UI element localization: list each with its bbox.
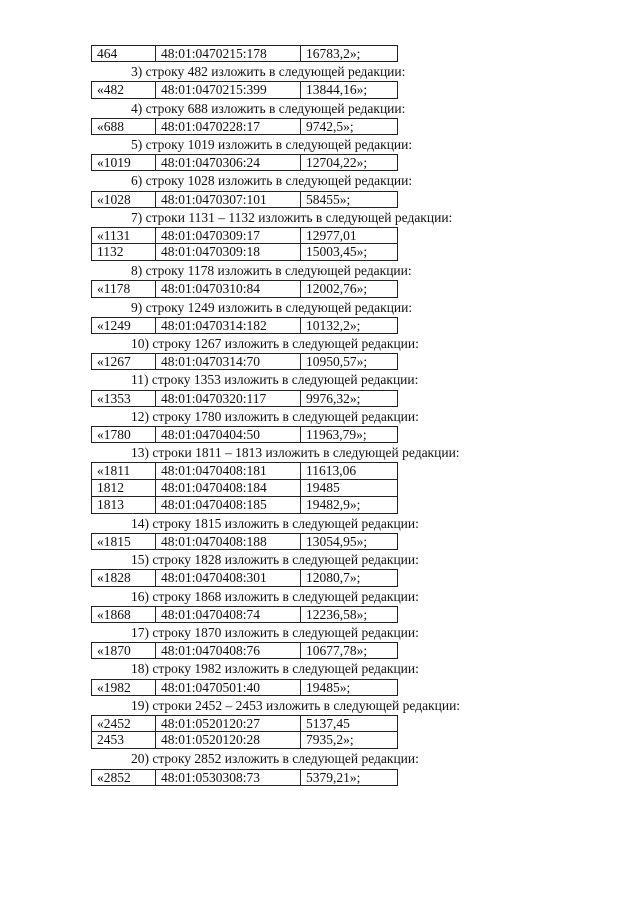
amendment-instruction: 15) строку 1828 изложить в следующей редакции: <box>131 552 419 568</box>
row-number-cell: «1811 <box>92 463 156 478</box>
row-number-cell: «1353 <box>92 391 156 406</box>
row-number-cell: «1982 <box>92 680 156 695</box>
row-number-cell: «1868 <box>92 607 156 622</box>
table-row <box>91 191 398 208</box>
amendment-instruction: 13) строки 1811 – 1813 изложить в следующей редакции: <box>131 445 460 461</box>
cadastral-number-cell: 48:01:0520120:27 <box>156 716 301 731</box>
table-row <box>91 353 398 370</box>
value-cell: 11613,06 <box>306 463 357 479</box>
row-number-cell: «1267 <box>92 354 156 369</box>
amendment-instruction: 11) строку 1353 изложить в следующей редакции: <box>131 372 419 388</box>
amendment-instruction: 20) строку 2852 изложить в следующей редакции: <box>131 751 419 767</box>
cadastral-number-cell: 48:01:0470314:182 <box>156 318 301 333</box>
value-cell: 13054,95»; <box>306 534 368 550</box>
row-number-cell: 1812 <box>92 480 156 496</box>
table-row <box>91 280 398 297</box>
row-number-cell: 1813 <box>92 497 156 513</box>
value-cell: 12002,76»; <box>306 281 368 297</box>
amendment-instruction: 4) строку 688 изложить в следующей редакции: <box>131 100 406 116</box>
cadastral-number-cell: 48:01:0470404:50 <box>156 427 301 442</box>
row-number-cell: 1132 <box>92 244 156 260</box>
table-row <box>91 715 398 732</box>
amendment-instruction: 9) строку 1249 изложить в следующей редакции: <box>131 299 413 315</box>
row-number-cell: «688 <box>92 119 156 134</box>
row-number-cell: «1178 <box>92 281 156 296</box>
row-number-cell: «1131 <box>92 228 156 243</box>
cadastral-number-cell: 48:01:0470408:185 <box>156 497 301 513</box>
amendment-instruction: 18) строку 1982 изложить в следующей редакции: <box>131 661 419 677</box>
row-number-cell: «1019 <box>92 155 156 170</box>
table-row <box>91 606 398 623</box>
value-cell: 10950,57»; <box>306 354 368 370</box>
amendment-instruction: 8) строку 1178 изложить в следующей редакции: <box>131 263 412 279</box>
table-row <box>91 118 398 135</box>
amendment-instruction: 3) строку 482 изложить в следующей редакции: <box>131 64 406 80</box>
cadastral-number-cell: 48:01:0470408:76 <box>156 643 301 658</box>
cadastral-number-cell: 48:01:0470306:24 <box>156 155 301 170</box>
row-number-cell: «482 <box>92 82 156 97</box>
value-cell: 5137,45 <box>306 715 350 731</box>
table-row <box>91 317 398 334</box>
table-row <box>91 426 398 443</box>
row-number-cell: «2852 <box>92 770 156 785</box>
cadastral-number-cell: 48:01:0520120:28 <box>156 732 301 748</box>
row-number-cell: 464 <box>92 46 156 61</box>
amendment-instruction: 19) строки 2452 – 2453 изложить в следующей редакции: <box>131 697 461 713</box>
cadastral-number-cell: 48:01:0470408:184 <box>156 480 301 496</box>
value-cell: 5379,21»; <box>306 769 361 785</box>
amendment-instruction: 17) строку 1870 изложить в следующей редакции: <box>131 625 419 640</box>
value-cell: 13844,16»; <box>306 82 368 98</box>
cadastral-number-cell: 48:01:0530308:73 <box>156 770 301 785</box>
cadastral-number-cell: 48:01:0470228:17 <box>156 119 301 134</box>
value-cell: 10677,78»; <box>306 643 368 659</box>
amendment-instruction: 6) строку 1028 изложить в следующей редакции: <box>131 173 413 189</box>
row-number-cell: «1780 <box>92 427 156 442</box>
table-row <box>91 732 398 749</box>
row-number-cell: «1870 <box>92 643 156 658</box>
table-row <box>91 769 398 786</box>
cadastral-number-cell: 48:01:0470314:70 <box>156 354 301 369</box>
cadastral-number-cell: 48:01:0470408:301 <box>156 570 301 585</box>
cadastral-number-cell: 48:01:0470309:17 <box>156 228 301 243</box>
table-row <box>91 81 398 98</box>
row-number-cell: «1828 <box>92 570 156 585</box>
value-cell: 11963,79»; <box>306 426 367 442</box>
amendment-instruction: 5) строку 1019 изложить в следующей редакции: <box>131 136 413 152</box>
cadastral-number-cell: 48:01:0470408:188 <box>156 534 301 549</box>
value-cell: 10132,2»; <box>306 317 361 333</box>
cadastral-number-cell: 48:01:0470215:178 <box>156 46 301 61</box>
row-number-cell: «1815 <box>92 534 156 549</box>
table-row <box>91 569 398 586</box>
cadastral-number-cell: 48:01:0470408:181 <box>156 463 301 478</box>
cadastral-number-cell: 48:01:0470307:101 <box>156 192 301 207</box>
row-number-cell: 2453 <box>92 732 156 748</box>
value-cell: 9976,32»; <box>306 390 361 406</box>
value-cell: 12977,01 <box>306 227 357 243</box>
row-number-cell: «2452 <box>92 716 156 731</box>
value-cell: 12704,22»; <box>306 155 368 171</box>
value-cell: 58455»; <box>306 191 351 207</box>
value-cell: 15003,45»; <box>306 244 368 260</box>
amendment-instruction: 14) строку 1815 изложить в следующей редакции: <box>131 515 419 531</box>
amendment-instruction: 16) строку 1868 изложить в следующей редакции: <box>131 588 419 604</box>
amendment-instruction: 7) строки 1131 – 1132 изложить в следующей редакции: <box>131 209 453 225</box>
value-cell: 7935,2»; <box>306 732 354 748</box>
row-number-cell: «1028 <box>92 192 156 207</box>
table-row <box>91 497 398 514</box>
table-row <box>91 533 398 550</box>
amendment-instruction: 10) строку 1267 изложить в следующей редакции: <box>131 336 419 351</box>
value-cell: 12236,58»; <box>306 606 368 622</box>
row-number-cell: «1249 <box>92 318 156 333</box>
cadastral-number-cell: 48:01:0470501:40 <box>156 680 301 695</box>
cadastral-number-cell: 48:01:0470320:117 <box>156 391 301 406</box>
value-cell: 19485 <box>306 479 340 495</box>
cadastral-number-cell: 48:01:0470310:84 <box>156 281 301 296</box>
value-cell: 9742,5»; <box>306 118 354 134</box>
table-row <box>91 227 398 244</box>
cadastral-number-cell: 48:01:0470215:399 <box>156 82 301 97</box>
value-cell: 12080,7»; <box>306 570 361 586</box>
table-row <box>91 480 398 497</box>
table-row <box>91 679 398 696</box>
cadastral-number-cell: 48:01:0470408:74 <box>156 607 301 622</box>
amendment-instruction: 12) строку 1780 изложить в следующей редакции: <box>131 408 419 424</box>
cadastral-number-cell: 48:01:0470309:18 <box>156 244 301 260</box>
value-cell: 19485»; <box>306 679 351 695</box>
table-row <box>91 390 398 407</box>
table-row <box>91 154 398 171</box>
value-cell: 19482,9»; <box>306 496 361 512</box>
table-row <box>91 462 398 479</box>
value-cell: 16783,2»; <box>306 46 361 61</box>
table-row <box>91 244 398 261</box>
table-row <box>91 45 398 62</box>
document-page <box>0 45 640 786</box>
table-row <box>91 642 398 659</box>
